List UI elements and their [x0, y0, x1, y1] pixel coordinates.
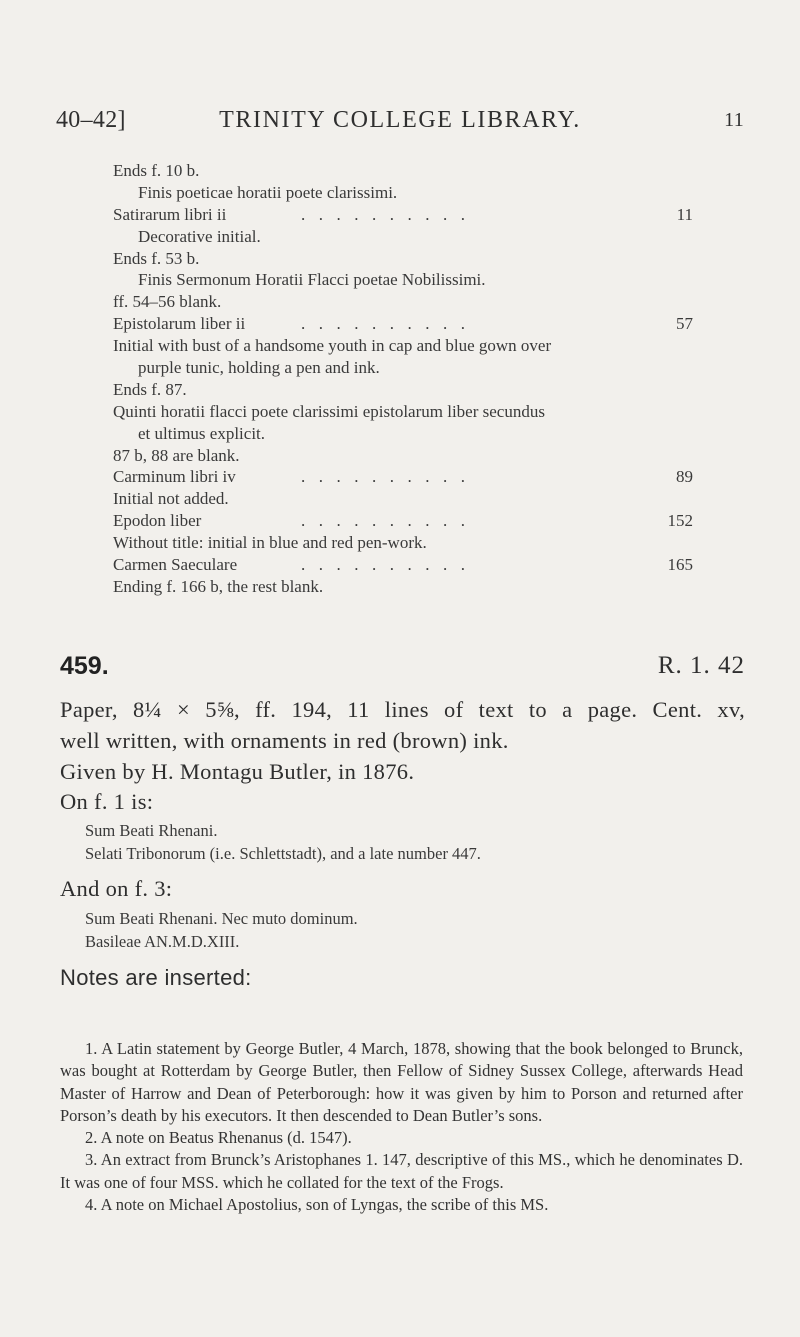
contents-text: purple tunic, holding a pen and ink. [138, 358, 380, 378]
inscription-1a: Sum Beati Rhenani. [85, 821, 218, 840]
dot-leader: .......... [301, 204, 479, 224]
contents-page-number: 11 [676, 204, 693, 224]
contents-text: Finis Sermonum Horatii Flacci poetae Nobilissimi. [138, 270, 486, 290]
dot-leader: .......... [301, 555, 479, 575]
contents-text: Ends f. 10 b. [113, 161, 200, 180]
notes-heading: Notes are inserted: [60, 965, 252, 990]
entry-heading [60, 652, 745, 686]
inscription-2a: Sum Beati Rhenani. Nec muto dominum. [85, 909, 358, 928]
note-item: 2. A note on Beatus Rhenanus (d. 1547). [85, 1128, 352, 1148]
contents-line [113, 204, 693, 226]
note-item: 4. A note on Michael Apostolius, son of Lyngas, the scribe of this MS. [85, 1195, 549, 1215]
contents-title: Carminum libri iv [113, 467, 236, 487]
contents-line [113, 160, 693, 182]
contents-title: Carmen Saeculare [113, 555, 238, 575]
contents-text: Quinti horatii flacci poete clarissimi epistolarum liber secundus [113, 401, 545, 421]
contents-line [113, 269, 693, 291]
contents-text: Finis poeticae horatii poete clarissimi. [138, 182, 398, 202]
contents-page-number: 89 [676, 467, 693, 487]
page-number: 11 [724, 109, 744, 131]
contents-text: Without title: initial in blue and red pen-work. [113, 533, 427, 553]
entry-number: 459. [60, 652, 109, 680]
contents-line [113, 466, 693, 488]
contents-line [113, 532, 693, 554]
contents-list [113, 160, 693, 598]
contents-line [113, 291, 693, 313]
description-line-2: well written, with ornaments in red (brown) ink. [60, 728, 509, 753]
contents-line [113, 445, 693, 467]
shelfmark: R. 1. 42 [657, 652, 745, 679]
contents-text: 87 b, 88 are blank. [113, 445, 240, 465]
contents-line [113, 248, 693, 270]
description-line-1: Paper, 8¼ × 5⅝, ff. 194, 11 lines of text to a page. Cent. xv, [60, 697, 745, 722]
contents-text: et ultimus explicit. [138, 423, 266, 443]
contents-line [113, 182, 693, 204]
contents-line [113, 423, 693, 445]
contents-line [113, 401, 693, 423]
contents-text: Ending f. 166 b, the rest blank. [113, 576, 324, 596]
contents-line [113, 576, 693, 598]
note-item: 3. An extract from Brunck’s Aristophanes 1. 147, descriptive of this MS., which he denominates D. It was one of four MSS. which he collated for the text of the Frogs. [60, 1150, 743, 1192]
running-title: TRINITY COLLEGE LIBRARY. [219, 107, 581, 133]
contents-title: Epistolarum liber ii [113, 314, 246, 334]
inscription-1b: Selati Tribonorum (i.e. Schlettstadt), and a late number 447. [85, 844, 481, 863]
description-line-5: And on f. 3: [60, 876, 173, 901]
notes-list [60, 1038, 743, 1216]
contents-line [113, 226, 693, 248]
contents-text: Initial not added. [113, 489, 229, 509]
contents-text: Initial with bust of a handsome youth in cap and blue gown over [113, 336, 552, 356]
contents-text: Ends f. 53 b. [113, 248, 200, 268]
contents-title: Epodon liber [113, 511, 202, 531]
contents-line [113, 379, 693, 401]
contents-line [113, 357, 693, 379]
running-head [56, 107, 744, 147]
contents-line [113, 313, 693, 335]
contents-text: Ends f. 87. [113, 379, 187, 399]
contents-line [113, 488, 693, 510]
description-line-4: On f. 1 is: [60, 789, 154, 814]
contents-text: ff. 54–56 blank. [113, 292, 222, 312]
entry-range: 40–42] [56, 107, 126, 133]
contents-text: Decorative initial. [138, 226, 261, 246]
inscription-2b: Basileae AN.M.D.XIII. [85, 932, 240, 951]
contents-line [113, 510, 693, 532]
contents-page-number: 165 [667, 555, 693, 575]
contents-line [113, 554, 693, 576]
contents-page-number: 152 [667, 511, 693, 531]
contents-title: Satirarum libri ii [113, 204, 227, 224]
description-line-3: Given by H. Montagu Butler, in 1876. [60, 759, 415, 784]
note-item: 1. A Latin statement by George Butler, 4 March, 1878, showing that the book belonged to Brunck, was bought at Rotterdam by George Butler, then Fellow of Sidney Sussex College, afterwards Head Master of Harrow and Dean of Peterborough: how it was given by him to Porson and returned after Porson’s death by his executors. It then descended to Dean Butler’s sons. [60, 1039, 743, 1125]
contents-line [113, 335, 693, 357]
dot-leader: .......... [301, 511, 479, 531]
dot-leader: .......... [301, 314, 479, 334]
contents-page-number: 57 [676, 314, 693, 334]
dot-leader: .......... [301, 467, 479, 487]
